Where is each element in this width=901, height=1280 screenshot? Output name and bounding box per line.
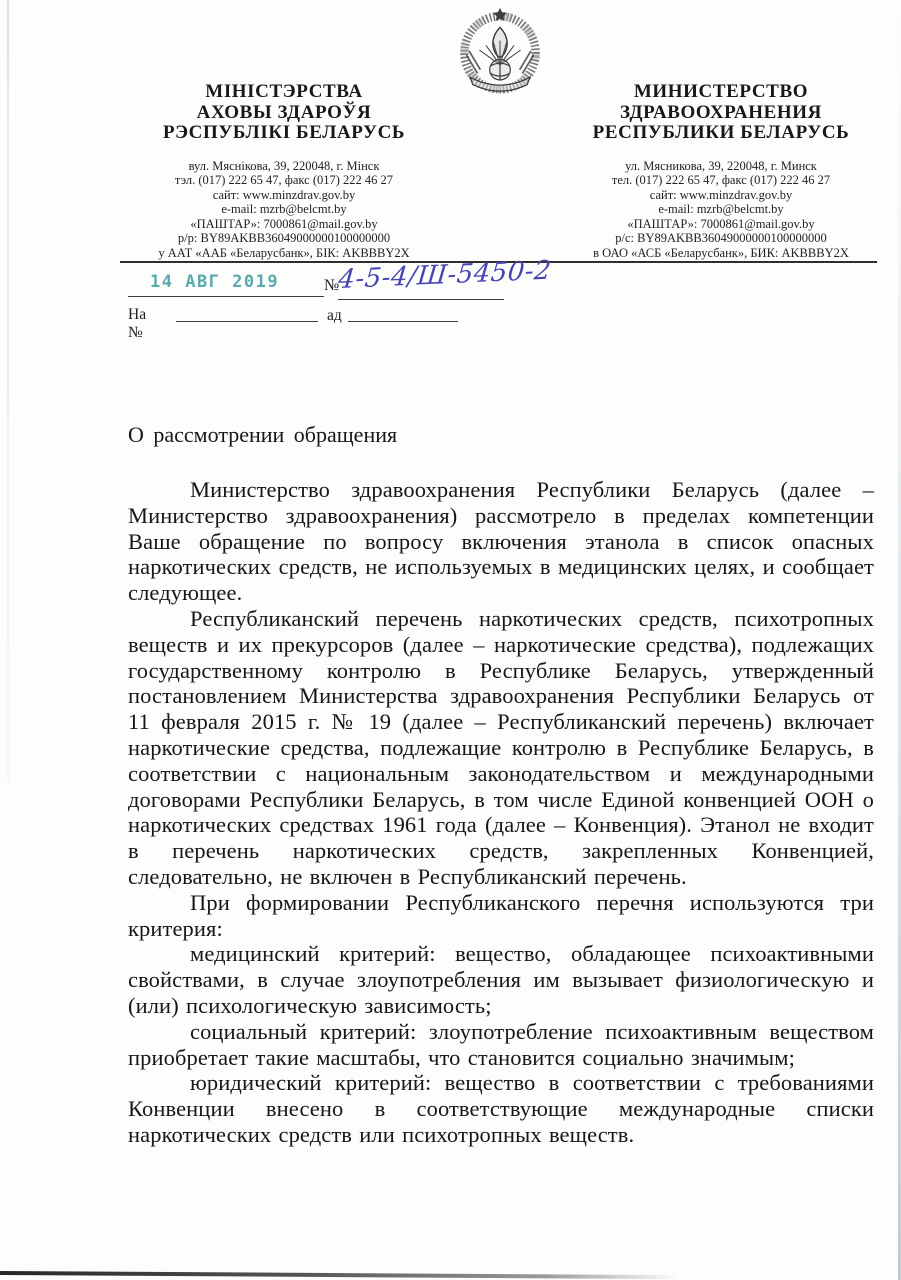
- body-paragraph: юридический критерий: вещество в соответствии с требованиями Конвенции внесено в соответствующие международные списки наркотических средств или психотропных веществ.: [128, 1070, 874, 1147]
- ministry-title-line: РЭСПУБЛІКІ БЕЛАРУСЬ: [162, 122, 406, 143]
- incoming-number-blank-line: [176, 321, 318, 322]
- ministry-title-by: [124, 82, 444, 144]
- body-paragraph: медицинский критерий: вещество, обладающее психоактивными свойствами, в случае злоупотребления им вызывает физиологическую и (или) психологическую зависимость;: [128, 941, 874, 1018]
- ministry-title-line: АХОВЫ ЗДАРОЎЯ: [196, 101, 372, 123]
- incoming-number-label: На №: [128, 306, 147, 341]
- letter-body: [128, 477, 874, 1148]
- body-paragraph: При формировании Республиканского перечня используются три критерия:: [128, 889, 874, 941]
- contact-line-address: ул. Мясникова, 39, 220048, г. Минск: [625, 158, 817, 173]
- contact-line-address: вул. Мяснікова, 39, 220048, г. Мінск: [188, 158, 380, 173]
- contact-line-account: р/с: BY89AKBB36049000000100000000: [615, 231, 827, 245]
- contact-line-email: e-mail: mzrb@belcmt.by: [221, 202, 347, 216]
- from-date-label: ад: [327, 307, 342, 324]
- subject-line: О рассмотрении обращения: [128, 422, 398, 447]
- contact-line-bank: в ОАО «АСБ «Беларусбанк», БИК: AKBBBY2X: [593, 245, 849, 260]
- body-paragraph: Министерство здравоохранения Республики Беларусь (далее – Министерство здравоохранения) рассмотрело в пределах компетенции Ваше обращение по вопросу включения этанола в список опасных наркотических средств, не используемых в медицинских целях, и сообщает следующее.: [128, 477, 874, 606]
- contact-line-website: сайт: www.minzdrav.gov.by: [649, 187, 793, 202]
- outgoing-number-label: №: [324, 277, 340, 294]
- scan-edge-bottom: [0, 1271, 680, 1279]
- contact-line-phone: тел. (017) 222 65 47, факс (017) 222 46 27: [611, 173, 831, 187]
- contact-line-website: сайт: www.minzdrav.gov.by: [212, 187, 356, 202]
- contact-line-bank: у ААТ «ААБ «Беларусбанк», БІК: AKBBBY2X: [158, 245, 410, 260]
- ministry-title-line: РЕСПУБЛИКИ БЕЛАРУСЬ: [592, 122, 850, 143]
- coat-of-arms-belarus-icon: [453, 6, 547, 94]
- contact-line-pashtar: «ПАШТАР»: 7000861@mail.gov.by: [627, 216, 815, 231]
- ministry-contacts-by: [124, 159, 444, 261]
- number-blank-line: [338, 299, 504, 300]
- from-date-blank-line: [348, 321, 458, 322]
- contact-line-phone: тэл. (017) 222 65 47, факс (017) 222 46 27: [174, 173, 394, 187]
- body-paragraph: социальный критерий: злоупотребление психоактивным веществом приобретает такие масштабы, что становится социально значимым;: [128, 1018, 874, 1070]
- contact-line-account: р/р: BY89AKBB36049000000100000000: [177, 231, 391, 245]
- scan-edge-left: [7, 0, 9, 1280]
- body-paragraph: Республиканский перечень наркотических средств, психотропных веществ и их прекурсоров (далее – наркотические средства), подлежащих государственному контролю в Республике Беларусь, утвержденный постановлением Министерства здравоохранения Республики Беларусь от 11 февраля 2015 г. № 19 (далее – Республиканский перечень) включает наркотические средства, подлежащие контролю в Республике Беларусь, в соответствии с национальным законодательством и международными договорами Республики Беларусь, в том числе Единой конвенцией ООН о наркотических средствах 1961 года (далее – Конвенция). Этанол не входит в перечень наркотических средств, закрепленных Конвенцией, следовательно, не включен в Республиканский перечень.: [128, 605, 874, 889]
- date-stamp: 14 АВГ 2019: [150, 272, 280, 292]
- ministry-title-line: ЗДРАВООХРАНЕНИЯ: [620, 101, 822, 123]
- ministry-title-line: МИНИСТЕРСТВО: [633, 81, 809, 102]
- contact-line-pashtar: «ПАШТАР»: 7000861@mail.gov.by: [190, 216, 378, 231]
- ministry-contacts-ru: [561, 159, 881, 261]
- ministry-title-ru: [561, 82, 881, 144]
- contact-line-email: e-mail: mzrb@belcmt.by: [658, 202, 784, 216]
- ministry-title-line: МІНІСТЭРСТВА: [205, 81, 363, 102]
- outgoing-number-handwritten: 4-5-4/Ш-5450-2: [337, 255, 553, 295]
- letterhead-russian: [561, 82, 881, 260]
- date-blank-line: [128, 296, 324, 297]
- letterhead-belarusian: [124, 82, 444, 260]
